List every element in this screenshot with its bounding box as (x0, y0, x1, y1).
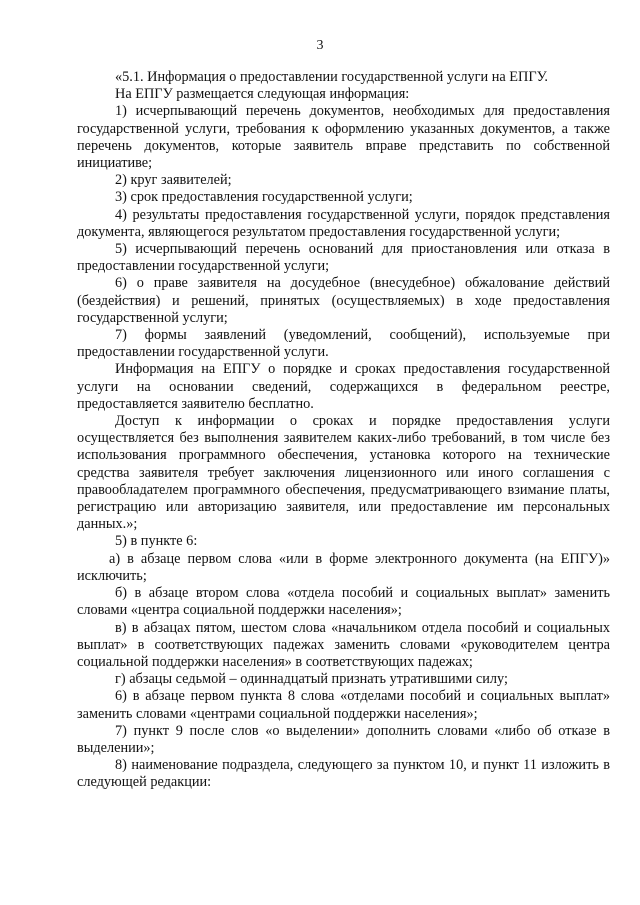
paragraph: Информация на ЕПГУ о порядке и сроках предоставления государственной услуги на основании сведений, содержащихся в федеральном реестре, предоставляется заявителю бесплатно. (77, 361, 610, 412)
paragraph: 7) пункт 9 после слов «о выделении» дополнить словами «либо об отказе в выделении»; (77, 722, 610, 756)
paragraph: г) абзацы седьмой – одиннадцатый признать утратившими силу; (115, 671, 508, 688)
paragraph: б) в абзаце втором слова «отдела пособий и социальных выплат» заменить словами «центра социальной поддержки населения»; (77, 585, 610, 619)
paragraph: а) в абзаце первом слова «или в форме электронного документа (на ЕПГУ)» исключить; (77, 550, 610, 584)
paragraph: На ЕПГУ размещается следующая информация: (115, 86, 410, 103)
paragraph: 4) результаты предоставления государственной услуги, порядок представления документа, являющегося результатом предоставления государственной услуги; (77, 206, 610, 240)
paragraph: 5) в пункте 6: (115, 533, 198, 550)
paragraph: 8) наименование подраздела, следующего за пунктом 10, и пункт 11 изложить в следующей редакции: (77, 757, 610, 791)
paragraph: 5) исчерпывающий перечень оснований для приостановления или отказа в предоставлении государственной услуги; (77, 241, 610, 275)
paragraph: 2) круг заявителей; (115, 172, 232, 189)
paragraph: 6) о праве заявителя на досудебное (внесудебное) обжалование действий (бездействия) и решений, принятых (осуществляемых) в ходе предоставления государственной услуги; (77, 275, 610, 326)
paragraph: «5.1. Информация о предоставлении государственной услуги на ЕПГУ. (115, 69, 548, 85)
paragraph: в) в абзацах пятом, шестом слова «начальником отдела пособий и социальных выплат» в соответствующих падежах заменить словами «руководителем центра социальной поддержки населения» в соответствующих падежах; (77, 619, 610, 670)
paragraph: 3) срок предоставления государственной услуги; (115, 189, 413, 206)
paragraph: 7) формы заявлений (уведомлений, сообщений), используемые при предоставлении государственной услуги. (77, 327, 610, 361)
paragraph: Доступ к информации о сроках и порядке предоставления услуги осуществляется без выполнения заявителем каких-либо требований, в том числе без использования программного обеспечения, установка которого на технические средства заявителя требует заключения лицензионного или иного соглашения с правообладателем программного обеспечения, предусматривающего взимание платы, регистрацию или авторизацию заявителя, или предоставление им персональных данных.»; (77, 413, 610, 533)
paragraph: 1) исчерпывающий перечень документов, необходимых для предоставления государственной услуги, требования к оформлению указанных документов, а также перечень документов, которые заявитель вправе представить по собственной инициативе; (77, 103, 610, 172)
page-number: 3 (316, 38, 324, 53)
document-body (77, 69, 610, 792)
paragraph: 6) в абзаце первом пункта 8 слова «отделами пособий и социальных выплат» заменить словами «центрами социальной поддержки населения»; (77, 688, 610, 722)
